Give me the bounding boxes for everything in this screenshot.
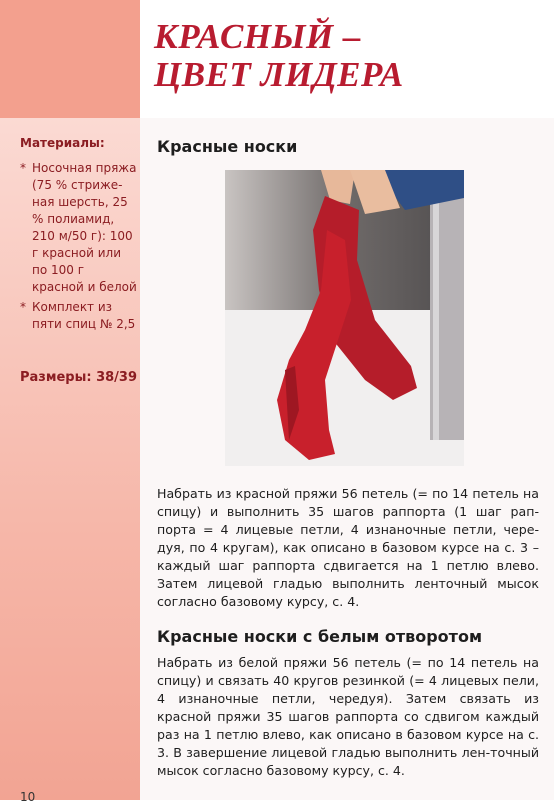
socks-photo [225, 170, 464, 466]
materials-label: Материалы: [20, 136, 105, 150]
page-title [154, 18, 404, 94]
materials-item-yarn: * Носочная пряжа (75 % стриже-ная шерсть, 25 % полиамид, 210 м/50 г): 100 г красной или по 100 г красной и белой [20, 160, 138, 296]
title-color-bar [0, 0, 140, 118]
socks-illustration [225, 170, 464, 466]
title-line-1: КРАСНЫЙ – [154, 17, 361, 56]
sizes-label: Размеры: 38/39 [20, 370, 138, 385]
section-heading-white-cuff: Красные носки с белым отворотом [157, 627, 483, 646]
title-line-2: ЦВЕТ ЛИДЕРА [154, 55, 404, 94]
section-text-white-cuff: Набрать из белой пряжи 56 петель (= по 14 петель на спицу) и связать 40 кругов резинкой (= 4 лицевых пели, 4 изнаночные петли, чередуя). Затем связать из красной пряжи 35 шагов раппорта со сдвигом каждый раз на 1 петлю влево, как описано в базовом курсе на с. 3. В завершение лицевой гладью выполнить лен-точный мысок согласно базовому курсу, с. 4. [157, 655, 539, 778]
page-number: 10 [20, 790, 36, 804]
materials-panel [20, 135, 138, 336]
materials-item-needles: * Комплект из пяти спиц № 2,5 [20, 299, 138, 333]
section-text-red-socks: Набрать из красной пряжи 56 петель (= по 14 петель на спицу) и выполнить 35 шагов раппорта (1 шаг рап-порта = 4 лицевые петли, 4 изнаночные петли, чере-дуя, по 4 кругам), как описано в базовом курсе на с. 3 – каждый шаг раппорта сдвигается на 1 петлю влево. Затем лицевой гладью выполнить ленточный мысок согласно базовому курсу, с. 4. [157, 486, 539, 609]
section-heading-red-socks: Красные носки [157, 137, 298, 156]
